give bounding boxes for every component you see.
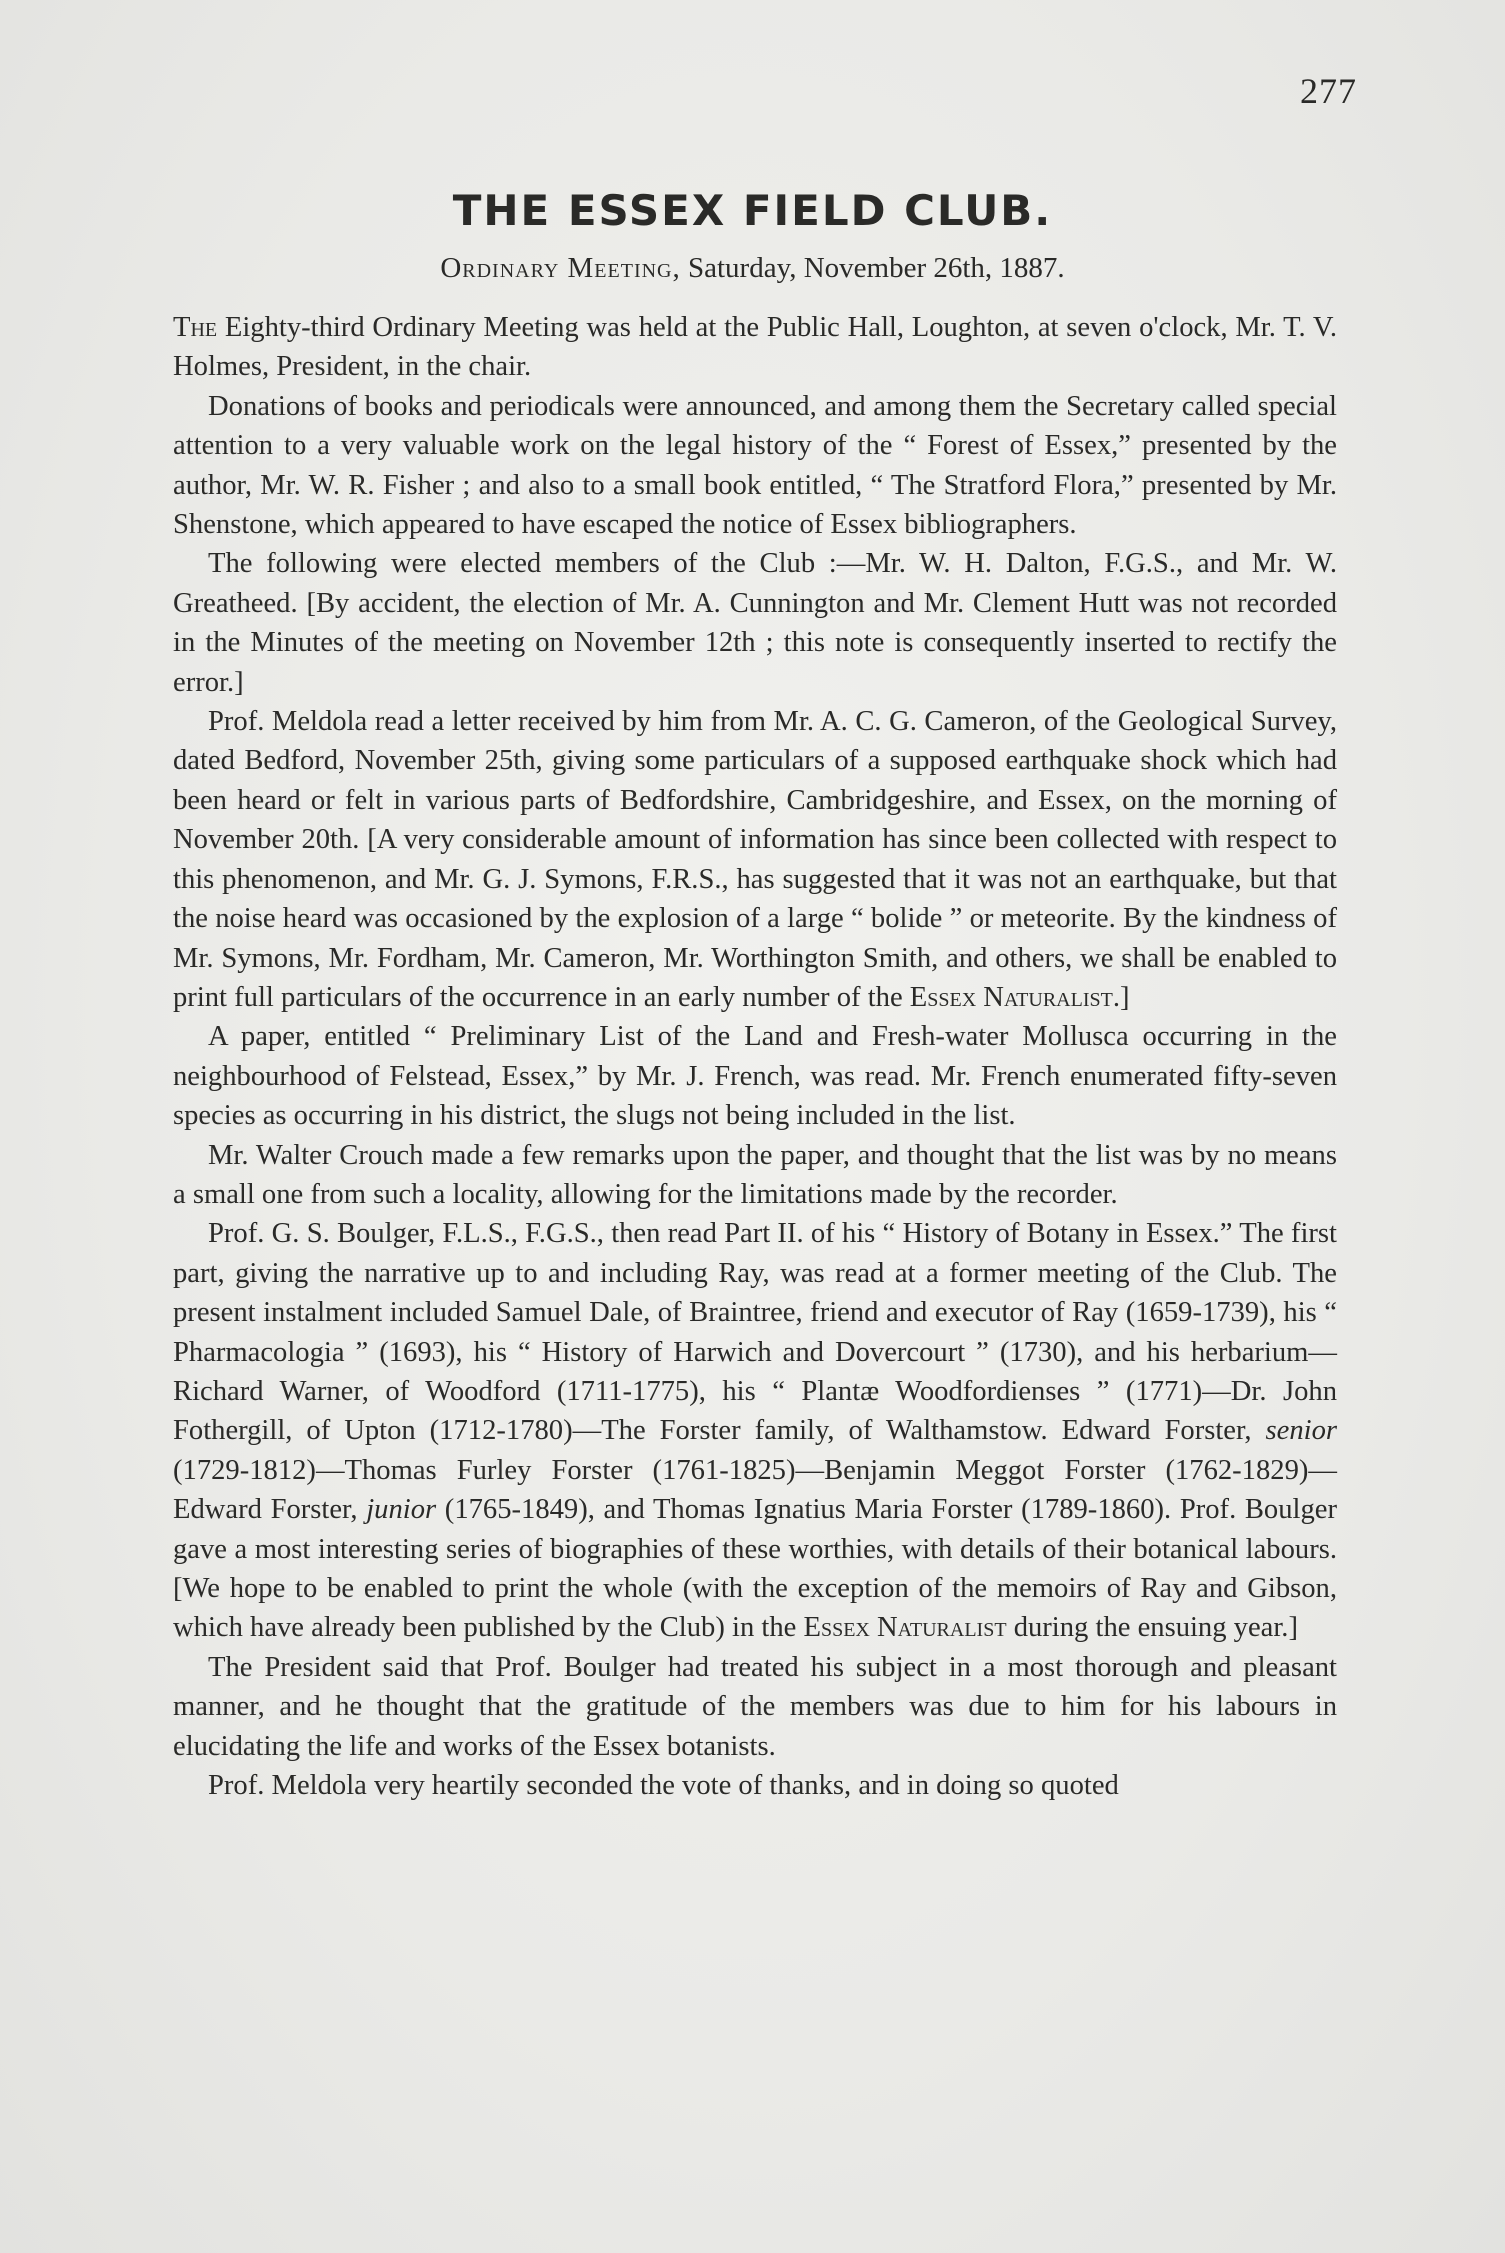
paragraph-text: Prof. G. S. Boulger, F.L.S., F.G.S., then read Part II. of his “ History of Botany in Essex.” The first part, giving the narrative up to and including Ray, was read at a former meeting of the Club. The present instalment included Samuel Dale, of Braintree, friend and executor of Ray (1659-1739), his “ Pharmacologia ” (1693), his “ History of Harwich and Dovercourt ” (1730), and his herbarium—Richard Warner, of Woodford (1711-1775), his “ Plantæ Woodfordienses ” (1771)—Dr. John Fothergill, of Upton (1712-1780)—The Forster family, of Walthamstow. Edward Forster, bbox=[173, 1218, 1337, 1447]
meeting-date: Saturday, November 26th, 1887. bbox=[680, 252, 1065, 284]
paragraph-text: (1765-1849), and Thomas Ignatius Maria Forster (1789-1860). Prof. Boulger gave a most interesting series of biographies of these worthies, with details of their botanical labours. [We hope to be enabled to print the whole (with the exception of the memoirs of Ray and Gibson, which have already been published by the Club) in the bbox=[173, 1494, 1337, 1644]
page-title: THE ESSEX FIELD CLUB. bbox=[452, 186, 1053, 235]
article-body bbox=[173, 308, 1337, 1805]
paragraph-text: (1729-1812)—Thomas Furley Forster (1761-1825)—Benjamin Meggot Forster (1762-1829)—Edward Forster, bbox=[173, 1454, 1337, 1526]
paragraph-4 bbox=[173, 702, 1337, 1017]
paragraph-1 bbox=[173, 308, 1337, 387]
italic-term: junior bbox=[366, 1494, 437, 1526]
paragraph-lead: The bbox=[173, 312, 218, 343]
paragraph-tail: .] bbox=[1112, 981, 1130, 1013]
paragraph-text: Prof. Meldola read a letter received by him from Mr. A. C. G. Cameron, of the Geological Survey, dated Bedford, November 25th, giving some particulars of a supposed earthquake shock which had been heard or felt in various parts of Bedfordshire, Cambridgeshire, and Essex, on the morning of November 20th. [A very considerable amount of information has since been collected with respect to this phenomenon, and Mr. G. J. Symons, F.R.S., has suggested that it was not an earthquake, but that the noise heard was occasioned by the explosion of a large “ bolide ” or meteorite. By the kindness of Mr. Symons, Mr. Fordham, Mr. Cameron, Mr. Worthington Smith, and others, we shall be enabled to print full particulars of the occurrence in an early number of the bbox=[173, 706, 1337, 1013]
paragraph-9: Prof. Meldola very heartily seconded the vote of thanks, and in doing so quoted bbox=[208, 1770, 1119, 1802]
paragraph-7 bbox=[173, 1214, 1337, 1647]
page-number: 277 bbox=[1300, 71, 1357, 111]
meeting-subtitle bbox=[0, 252, 1505, 285]
paragraph-2: Donations of books and periodicals were announced, and among them the Secretary called special attention to a very valuable work on the legal history of the “ Forest of Essex,” presented by the author, Mr. W. R. Fisher ; and also to a small book entitled, “ The Stratford Flora,” presented by Mr. Shenstone, which appeared to have escaped the notice of Essex bibliographers. bbox=[173, 390, 1337, 541]
paragraph-8: The President said that Prof. Boulger had treated his subject in a most thorough and pleasant manner, and he thought that the gratitude of the members was due to him for his labours in elucidating the life and works of the Essex botanists. bbox=[173, 1651, 1337, 1762]
paragraph-3: The following were elected members of the Club :—Mr. W. H. Dalton, F.G.S., and Mr. W. Greatheed. [By accident, the election of Mr. A. Cunnington and Mr. Clement Hutt was not recorded in the Minutes of the meeting on November 12th ; this note is consequently inserted to rectify the error.] bbox=[173, 548, 1337, 698]
meeting-type: Ordinary Meeting, bbox=[440, 252, 681, 284]
paragraph-5: A paper, entitled “ Preliminary List of the Land and Fresh-water Mollusca occurring in the neighbourhood of Felstead, Essex,” by Mr. J. French, was read. Mr. French enumerated fifty-seven species as occurring in his district, the slugs not being included in the list. bbox=[173, 1021, 1337, 1132]
italic-term: senior bbox=[1265, 1415, 1337, 1447]
paragraph-tail: during the ensuing year.] bbox=[1006, 1612, 1298, 1644]
journal-name: Essex Naturalist bbox=[909, 981, 1113, 1013]
paragraph-6: Mr. Walter Crouch made a few remarks upon the paper, and thought that the list was by no means a small one from such a locality, allowing for the limitations made by the recorder. bbox=[173, 1139, 1337, 1210]
paragraph-text: Eighty-third Ordinary Meeting was held at the Public Hall, Loughton, at seven o'clock, Mr. T. V. Holmes, President, in the chair. bbox=[173, 312, 1337, 383]
journal-name: Essex Naturalist bbox=[803, 1612, 1007, 1644]
